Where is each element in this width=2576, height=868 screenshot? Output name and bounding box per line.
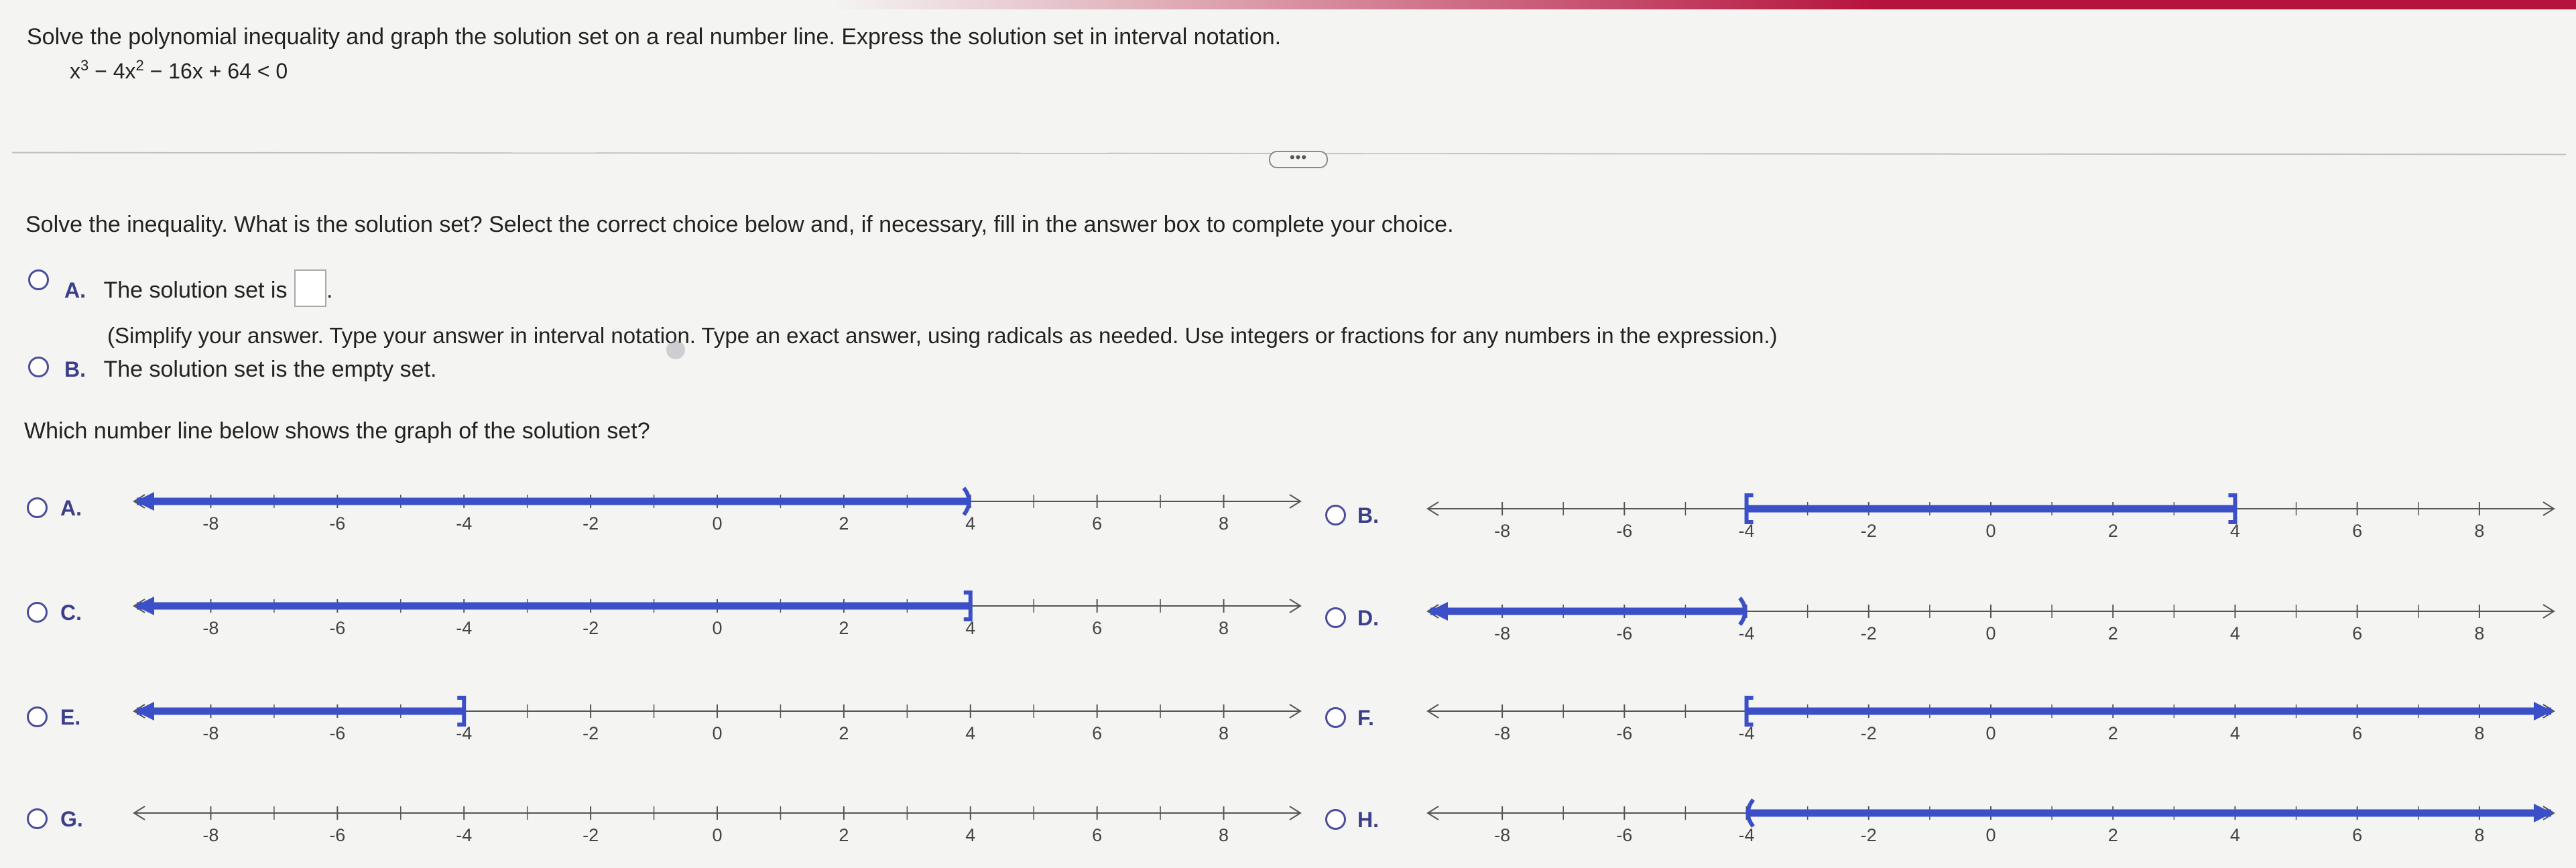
tick-label: -8 — [202, 723, 219, 743]
tick-label: -8 — [1494, 723, 1511, 743]
number-line-a — [107, 475, 1314, 535]
tick-label: 6 — [2352, 723, 2363, 743]
tick-label: -2 — [582, 723, 599, 743]
tick-label: -8 — [202, 825, 219, 845]
tick-label: -6 — [1616, 521, 1633, 541]
tick-label: -6 — [329, 618, 346, 638]
tick-label: 0 — [712, 618, 723, 638]
choice-b-radio[interactable] — [28, 357, 49, 377]
tick-label: -4 — [456, 825, 473, 845]
tick-label: -6 — [329, 513, 346, 534]
graph-c-letter: C. — [60, 601, 82, 625]
tick-label: 2 — [839, 513, 849, 534]
answer-hint: (Simplify your answer. Type your answer in interval notation. Type an exact answer, using radicals as needed. Use integers or fractions for any numbers in the expression.) — [107, 323, 1778, 348]
graph-a-radio[interactable] — [27, 497, 48, 518]
tick-label: 6 — [1092, 825, 1103, 845]
tick-label: -8 — [1494, 623, 1511, 643]
tick-label: 8 — [1219, 513, 1229, 534]
part2-prompt: Which number line below shows the graph of the solution set? — [24, 418, 650, 444]
tick-label: 6 — [1092, 618, 1103, 638]
tick-label: -2 — [1860, 825, 1877, 845]
answer-input-box[interactable] — [294, 269, 326, 307]
graph-g-letter: G. — [60, 807, 83, 831]
tick-label: -4 — [1738, 623, 1755, 643]
tick-label: 4 — [2229, 723, 2240, 743]
number-line-d — [1401, 584, 2567, 645]
graph-e-letter: E. — [60, 705, 81, 729]
number-line-b — [1401, 482, 2567, 542]
tick-label: -8 — [202, 513, 219, 534]
graph-g-radio[interactable] — [27, 808, 48, 829]
tick-label: -8 — [1494, 825, 1511, 845]
choice-a[interactable] — [64, 269, 332, 307]
number-line-e — [107, 684, 1314, 745]
tick-label: 0 — [1985, 521, 1996, 541]
tick-label: 2 — [2107, 723, 2118, 743]
tick-label: 8 — [2474, 623, 2485, 643]
tick-label: -2 — [1860, 521, 1877, 541]
top-accent-bar — [0, 0, 2576, 9]
graph-f-radio[interactable] — [1325, 707, 1346, 728]
tick-label: 0 — [712, 825, 723, 845]
tick-label: 8 — [2474, 723, 2485, 743]
number-line-g — [107, 786, 1314, 847]
tick-label: -4 — [456, 618, 473, 638]
graph-c-radio[interactable] — [27, 602, 48, 623]
graph-d-radio[interactable] — [1325, 607, 1346, 628]
tick-label: 4 — [965, 513, 976, 534]
tick-label: 6 — [2352, 521, 2363, 541]
tick-label: 0 — [712, 513, 723, 534]
tick-label: -2 — [582, 618, 599, 638]
part1-prompt: Solve the inequality. What is the solution set? Select the correct choice below and, if necessary, fill in the answer box to complete your choice. — [25, 212, 1454, 237]
tick-label: -4 — [1738, 521, 1755, 541]
tick-label: 0 — [1985, 723, 1996, 743]
tick-label: -8 — [202, 618, 219, 638]
choice-b[interactable] — [64, 357, 436, 383]
number-line-c — [107, 579, 1314, 639]
tick-label: 8 — [1219, 825, 1229, 845]
tick-label: 2 — [2107, 623, 2118, 643]
mouse-cursor — [666, 340, 685, 359]
tick-label: 4 — [965, 723, 976, 743]
tick-label: -2 — [582, 825, 599, 845]
tick-label: -6 — [1616, 723, 1633, 743]
tick-label: 6 — [1092, 513, 1103, 534]
number-line-h — [1401, 786, 2567, 847]
graph-h-radio[interactable] — [1325, 809, 1346, 830]
graph-b-radio[interactable] — [1325, 505, 1346, 525]
inequality-expression: $x^3 - 4x^2 - 16x + 64 < 0$ — [70, 56, 288, 83]
tick-label: -2 — [582, 513, 599, 534]
tick-label: 6 — [1092, 723, 1103, 743]
tick-label: 4 — [2229, 623, 2240, 643]
number-line-f — [1401, 684, 2567, 745]
choice-a-period: . — [326, 277, 333, 303]
tick-label: -6 — [329, 723, 346, 743]
choice-a-text: The solution set is — [103, 277, 288, 303]
question-instruction: Solve the polynomial inequality and graph the solution set on a real number line. Express the solution set in interval notation. — [27, 24, 1282, 50]
graph-f-letter: F. — [1357, 706, 1374, 730]
graph-a-letter: A. — [60, 496, 82, 520]
tick-label: 0 — [712, 723, 723, 743]
tick-label: 8 — [2474, 521, 2485, 541]
graph-d-letter: D. — [1357, 606, 1379, 630]
expand-more-button[interactable]: ••• — [1269, 151, 1328, 168]
tick-label: 4 — [2229, 825, 2240, 845]
choice-a-radio[interactable] — [28, 269, 49, 290]
tick-label: 2 — [2107, 521, 2118, 541]
tick-label: 8 — [1219, 618, 1229, 638]
tick-label: 6 — [2352, 623, 2363, 643]
tick-label: 2 — [2107, 825, 2118, 845]
tick-label: -4 — [1738, 723, 1755, 743]
tick-label: -2 — [1860, 623, 1877, 643]
graph-b-letter: B. — [1357, 503, 1379, 528]
tick-label: 4 — [965, 618, 976, 638]
choice-a-letter: A. — [64, 278, 86, 302]
tick-label: 2 — [839, 723, 849, 743]
tick-label: 2 — [839, 825, 849, 845]
tick-label: -4 — [456, 723, 473, 743]
tick-label: -6 — [329, 825, 346, 845]
tick-label: -4 — [1738, 825, 1755, 845]
tick-label: -4 — [456, 513, 473, 534]
tick-label: 4 — [2229, 521, 2240, 541]
tick-label: -6 — [1616, 825, 1633, 845]
tick-label: 4 — [965, 825, 976, 845]
choice-b-letter: B. — [64, 357, 86, 381]
tick-label: -2 — [1860, 723, 1877, 743]
graph-e-radio[interactable] — [27, 706, 48, 727]
tick-label: 2 — [839, 618, 849, 638]
choice-b-text: The solution set is the empty set. — [103, 357, 437, 382]
tick-label: 8 — [1219, 723, 1229, 743]
tick-label: 0 — [1985, 623, 1996, 643]
graph-h-letter: H. — [1357, 808, 1379, 832]
tick-label: 6 — [2352, 825, 2363, 845]
tick-label: -8 — [1494, 521, 1511, 541]
tick-label: 0 — [1985, 825, 1996, 845]
tick-label: 8 — [2474, 825, 2485, 845]
tick-label: -6 — [1616, 623, 1633, 643]
